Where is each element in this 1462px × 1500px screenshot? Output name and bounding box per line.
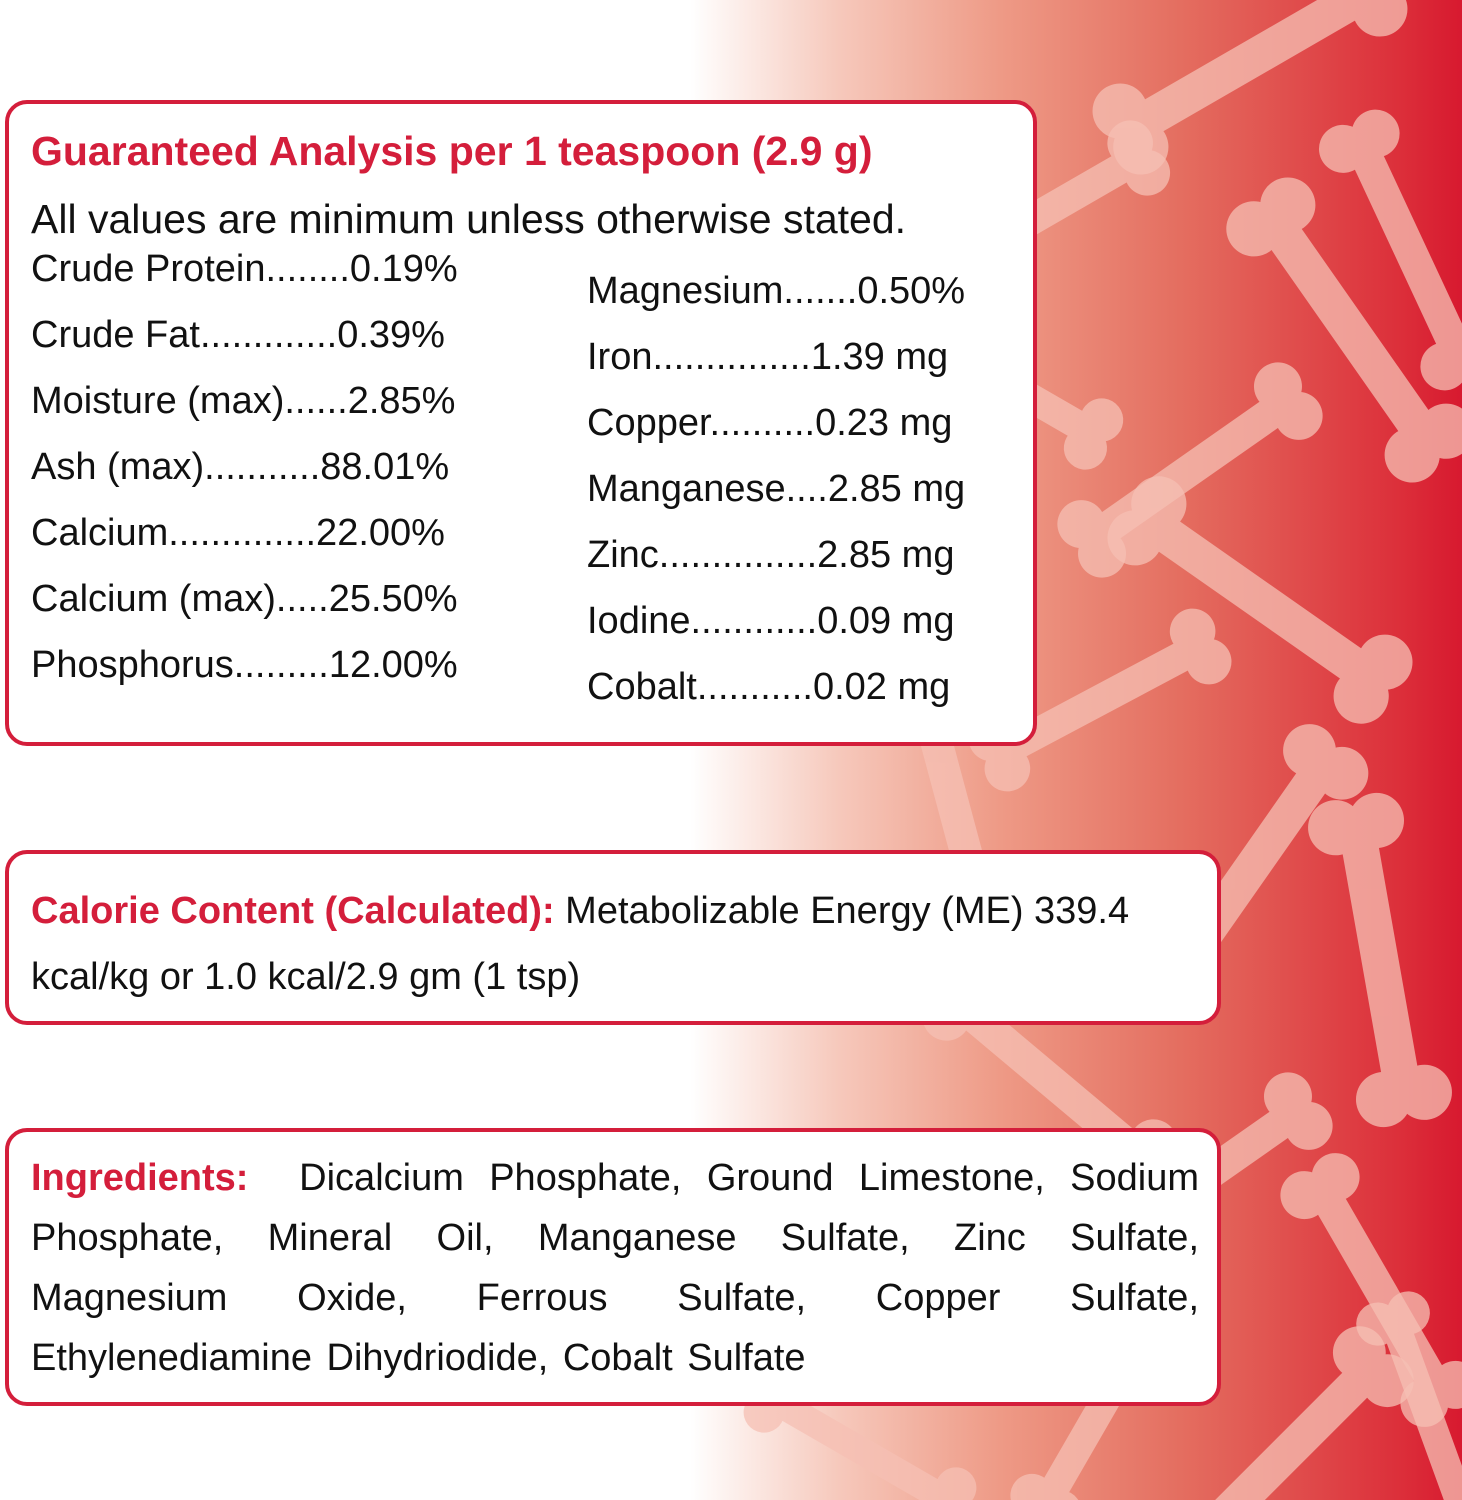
calorie-content-value: Metabolizable Energy (ME) 339.4 kcal/kg or 1.0 kcal/2.9 gm (1 tsp) (31, 890, 1130, 998)
analysis-item-iron: Iron...............1.39 mg (587, 336, 949, 378)
analysis-item-moisture: Moisture (max)......2.85% (31, 380, 456, 422)
guaranteed-analysis-panel (5, 100, 1037, 746)
analysis-item-iodine: Iodine............0.09 mg (587, 600, 955, 642)
analysis-item-crude-protein: Crude Protein........0.19% (31, 248, 458, 290)
analysis-item-crude-fat: Crude Fat.............0.39% (31, 314, 445, 356)
analysis-right-column (587, 266, 965, 728)
bone-icon (1097, 465, 1424, 734)
analysis-title: Guaranteed Analysis per 1 teaspoon (2.9 g) (31, 128, 873, 174)
calorie-content-panel (5, 850, 1221, 1025)
analysis-item-calcium: Calcium..............22.00% (31, 512, 445, 554)
analysis-item-copper: Copper..........0.23 mg (587, 402, 953, 444)
analysis-item-cobalt: Cobalt...........0.02 mg (587, 666, 951, 708)
ingredients-list: Dicalcium Phosphate, Ground Limestone, Sodium Phosphate, Mineral Oil, Manganese Sulfate, Zinc Sulfate, Magnesium Oxide, Ferrous Sulfate, Copper Sulfate, Ethylenediamine Dihydriodide, Cobalt Sulfate (31, 1157, 1199, 1379)
analysis-item-zinc: Zinc...............2.85 mg (587, 534, 955, 576)
ingredients-text (31, 1148, 1199, 1388)
bone-icon (1304, 789, 1457, 1132)
calorie-content-label: Calorie Content (Calculated): (31, 890, 555, 932)
analysis-subtitle: All values are minimum unless otherwise stated. (31, 196, 907, 242)
analysis-item-ash: Ash (max)...........88.01% (31, 446, 450, 488)
analysis-item-calcium-max: Calcium (max).....25.50% (31, 578, 458, 620)
analysis-left-column (31, 244, 458, 706)
ingredients-panel (5, 1128, 1221, 1406)
calorie-content-text (31, 878, 1199, 1010)
analysis-item-manganese: Manganese....2.85 mg (587, 468, 966, 510)
analysis-item-magnesium: Magnesium.......0.50% (587, 270, 966, 312)
ingredients-label: Ingredients: (31, 1157, 249, 1199)
analysis-item-phosphorus: Phosphorus.........12.00% (31, 644, 458, 686)
